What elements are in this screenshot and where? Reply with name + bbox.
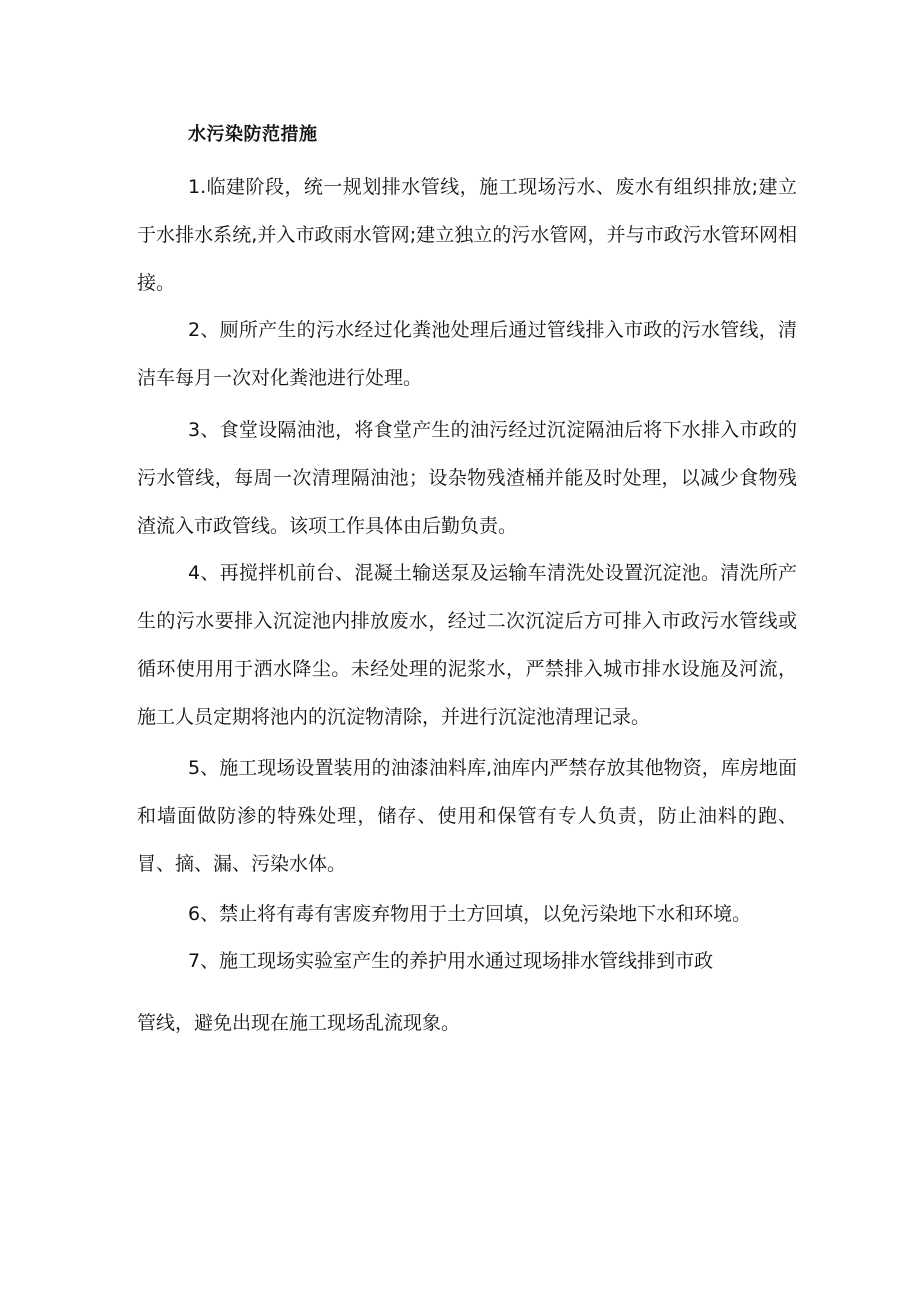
paragraph-3: 3、食堂设隔油池，将食堂产生的油污经过沉淀隔油后将下水排入市政的污水管线，每周一次清理隔油池；设杂物残渣桶并能及时处理，以减少食物残渣流入市政管线。该项工作具体由后勤负责。 — [137, 419, 797, 537]
paragraph-1: 1.临建阶段，统一规划排水管线，施工现场污水、废水有组织排放;建立于水排水系统,并入市政雨水管网;建立独立的污水管网，并与市政污水管环网相接。 — [137, 176, 797, 294]
paragraph-5: 5、施工现场设置装用的油漆油料库,油库内严禁存放其他物资，库房地面和墙面做防渗的特殊处理，储存、使用和保管有专人负责，防止油料的跑、冒、摘、漏、污染水体。 — [137, 757, 797, 875]
paragraph-2: 2、厕所产生的污水经过化粪池处理后通过管线排入市政的污水管线，清洁车每月一次对化粪池进行处理。 — [137, 319, 797, 389]
paragraph-7-line-2: 管线，避免出现在施工现场乱流现象。 — [137, 1012, 461, 1034]
paragraph-6: 6、禁止将有毒有害废弃物用于土方回填，以免污染地下水和环境。 — [188, 903, 752, 925]
paragraph-7-line-1: 7、施工现场实验室产生的养护用水通过现场排水管线排到市政 — [188, 950, 714, 972]
paragraph-4: 4、再搅拌机前台、混凝土输送泵及运输车清洗处设置沉淀池。清洗所产生的污水要排入沉淀池内排放废水，经过二次沉淀后方可排入市政污水管线或循环使用用于洒水降尘。未经处理的泥浆水，严禁排入城市排水设施及河流，施工人员定期将池内的沉淀物清除，并进行沉淀池清理记录。 — [137, 562, 797, 728]
document-title: 水污染防范措施 — [188, 124, 318, 145]
